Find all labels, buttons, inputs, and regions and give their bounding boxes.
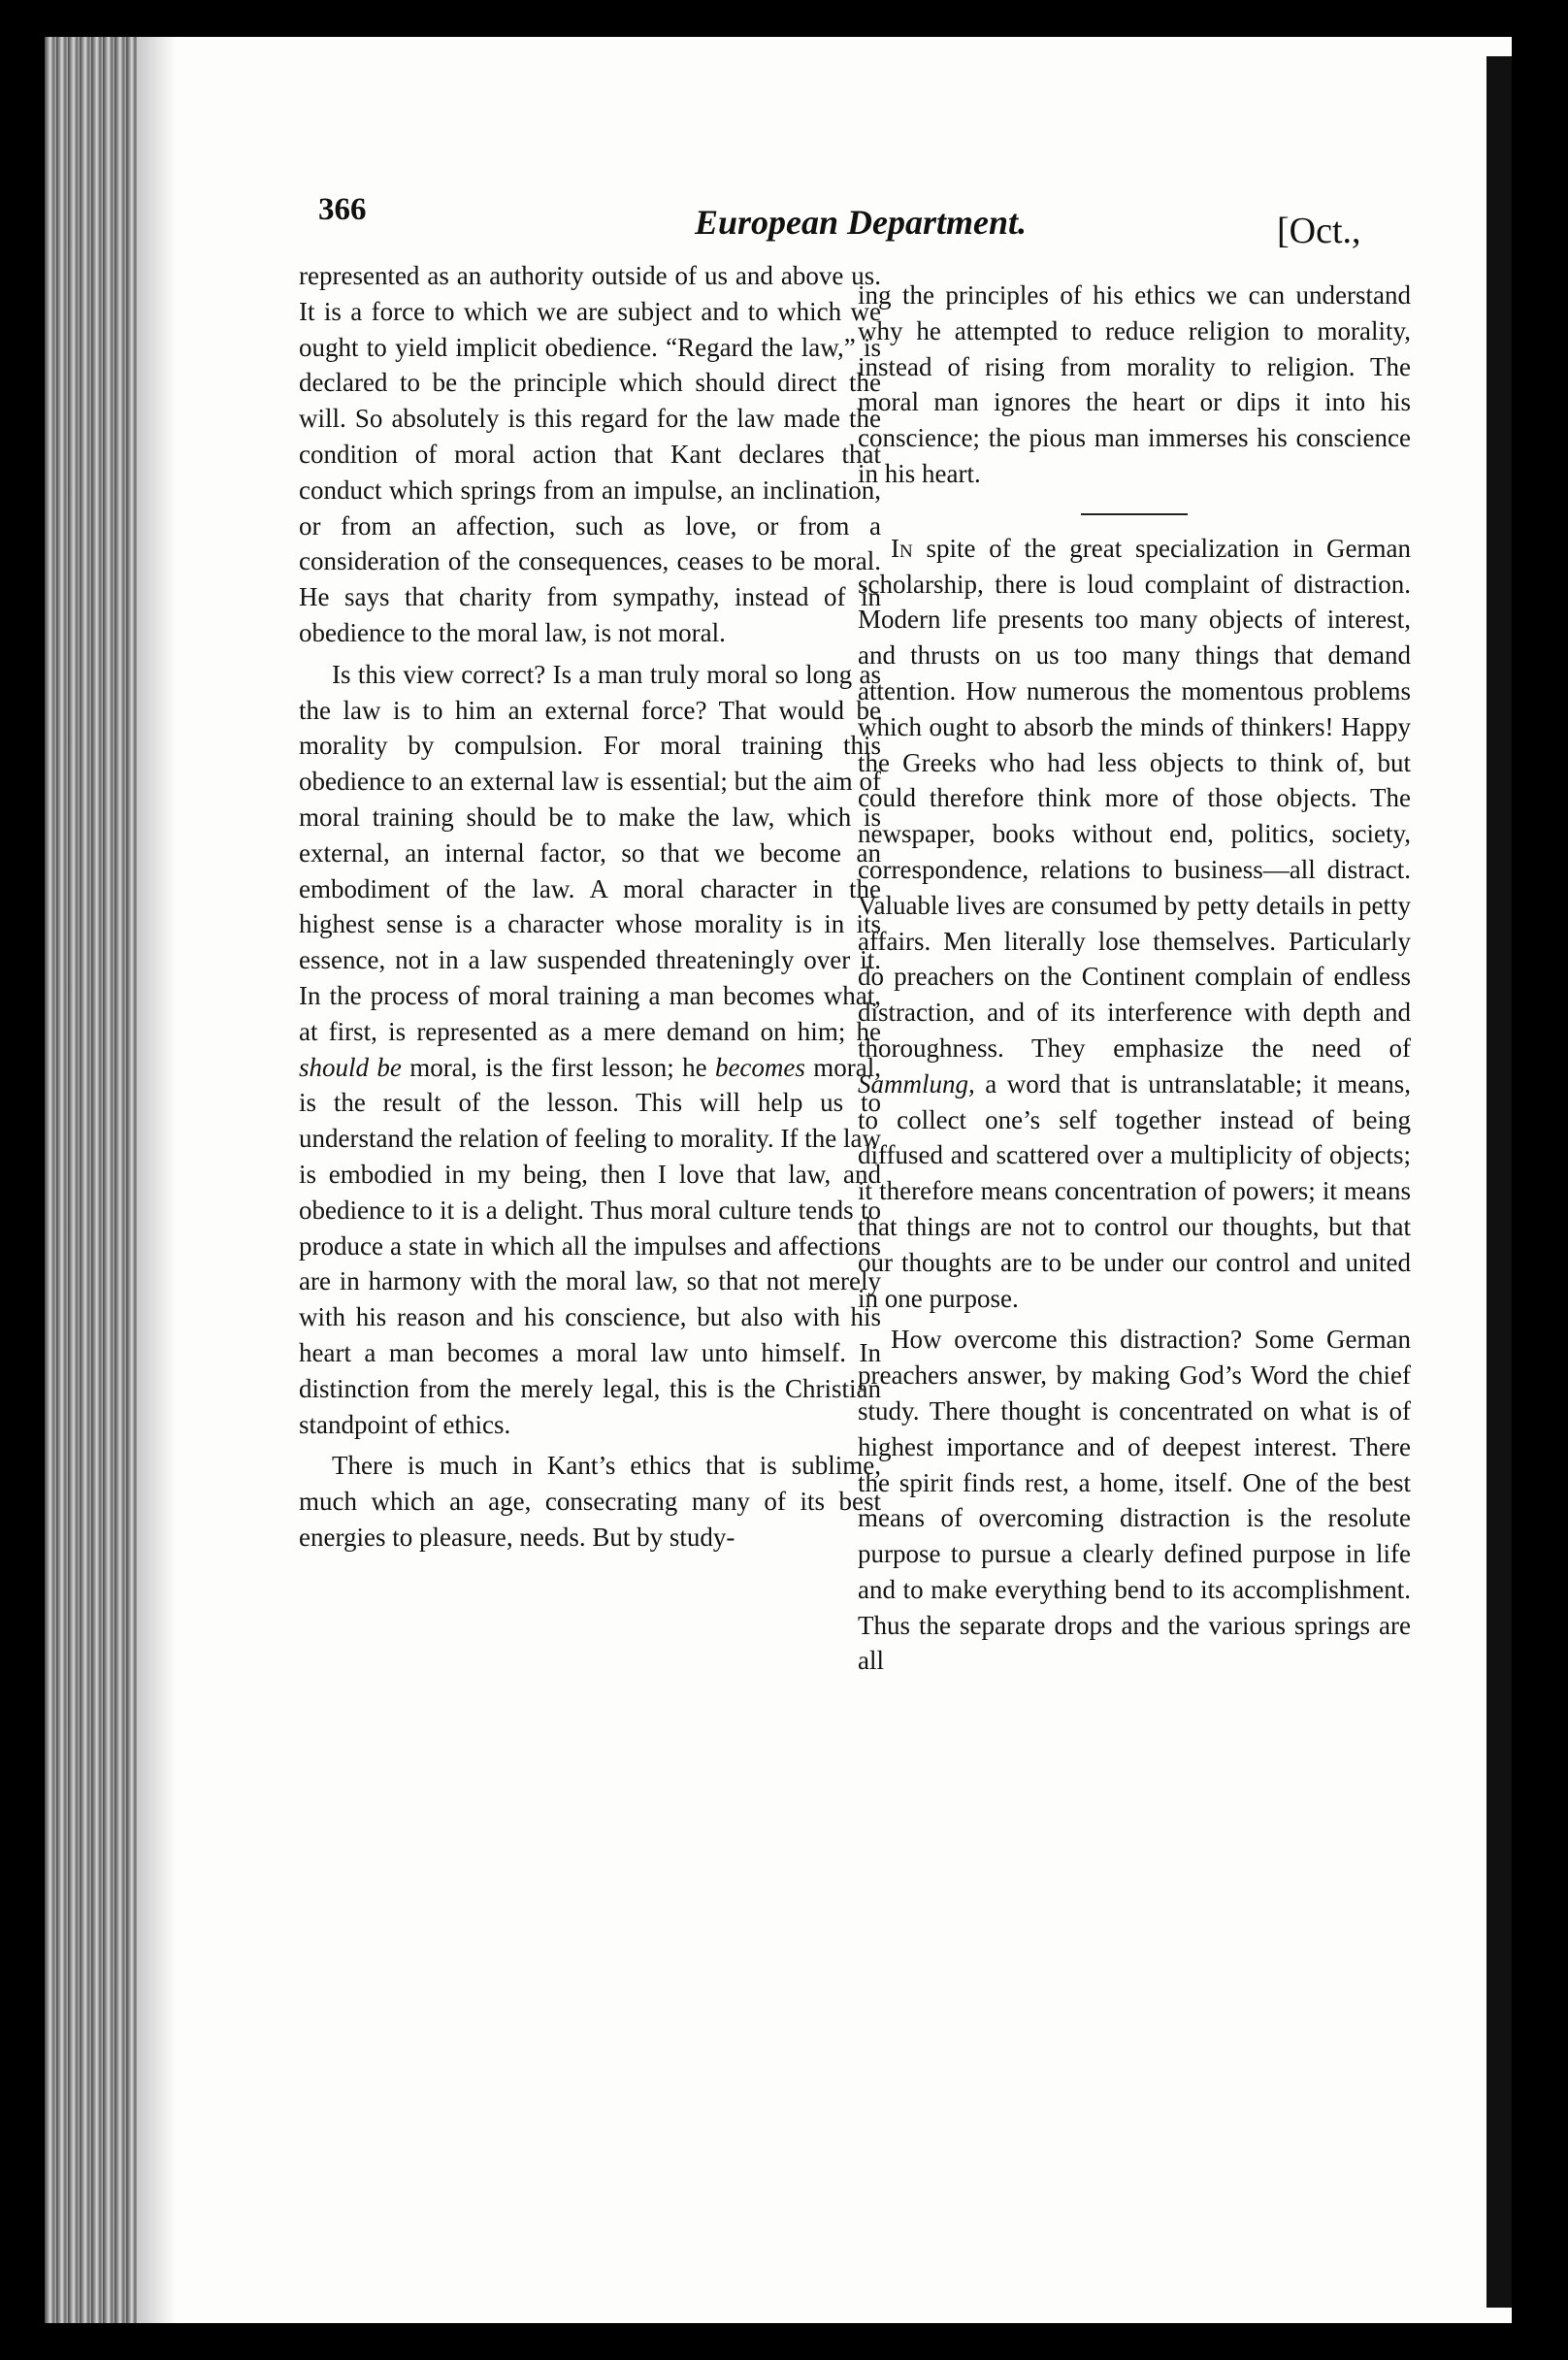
right-paragraph-2 <box>858 531 1411 1317</box>
page-number: 366 <box>318 192 367 227</box>
section-divider <box>1081 513 1188 515</box>
emphasis-text: Sammlung, <box>858 1068 975 1098</box>
paragraph-text: Is this view correct? Is a man truly moral so long as the law is to him an external force? That would be morality by compulsion. For moral training this obedience to an external law is essential; but the aim of moral training should be to make the law, which is external, an internal factor, so that we become an embodiment of the law. A moral character in the highest sense is a character whose morality is in its essence, not in a law suspended threateningly over it. In the process of moral training a man becomes what, at first, is represented as a mere demand on him; he <box>299 659 881 1046</box>
emphasis-text: should be <box>299 1052 402 1082</box>
paragraph-text: moral, is the result of the lesson. This will help us to understand the relation of feeling to morality. If the law is embodied in my being, then I love that law, and obedience to it is a delight. Thus moral culture tends to produce a state in which all the impulses and affections are in harmony with the moral law, so that not merely with his reason and his conscience, but also with his heart a man becomes a moral law unto himself. In distinction from the merely legal, this is the Christian standpoint of ethics. <box>299 1052 881 1439</box>
left-column <box>299 258 881 1556</box>
paragraph-text: spite of the great specialization in German scholarship, there is loud complaint of distraction. Modern life presents too many objects of interest, and thrusts on us too many things that demand attention. How numerous the momentous problems which ought to absorb the minds of thinkers! Happy the Greeks who had less objects to think of, but could therefore think more of those objects. The newspaper, books without end, politics, society, correspondence, relations to business—all distract. Valuable lives are consumed by petty details in petty affairs. Men literally lose themselves. Particularly do preachers on the Continent complain of endless distraction, and of its interference with depth and thoroughness. They emphasize the need of <box>858 533 1411 1063</box>
book-gutter <box>45 37 137 2323</box>
book-page <box>45 37 1512 2323</box>
right-column <box>858 278 1411 1679</box>
right-paragraph-3: How overcome this distraction? Some German preachers answer, by making God’s Word the chief study. There thought is concentrated on what is of highest importance and of deepest interest. There the spirit finds rest, a home, itself. One of the best means of overcoming distraction is the resolute purpose to pursue a clearly defined purpose in life and to make everything bend to its accomplishment. Thus the separate drops and the various springs are all <box>858 1325 1411 1676</box>
right-paragraph-1: ing the principles of his ethics we can understand why he attempted to reduce religion to morality, instead of rising from morality to religion. The moral man ignores the heart or dips it into his conscience; the pious man immerses his conscience in his heart. <box>858 280 1411 488</box>
paragraph-text: a word that is untranslatable; it means, to collect one’s self together instead of being diffused and scattered over a multiplicity of objects; it therefore means concentration of powers; it means that things are not to control our thoughts, but that our thoughts are to be under our control and united in one purpose. <box>858 1068 1411 1313</box>
section-lead: In <box>891 533 913 563</box>
running-date: [Oct., <box>1277 211 1361 251</box>
gutter-shadow <box>137 37 176 2323</box>
running-header <box>45 144 1512 251</box>
emphasis-text: becomes <box>714 1052 805 1082</box>
paragraph-text: moral, is the first lesson; he <box>401 1052 715 1082</box>
running-title: European Department. <box>695 203 1028 242</box>
facing-page-edge <box>1486 56 1512 2308</box>
left-paragraph-2 <box>299 657 881 1443</box>
left-paragraph-3: There is much in Kant’s ethics that is sublime, much which an age, consecrating many of its best energies to pleasure, needs. But by study- <box>299 1451 881 1552</box>
left-paragraph-1: represented as an authority outside of us and above us. It is a force to which we are subject and to which we ought to yield implicit obedience. “Regard the law,” is declared to be the principle which should direct the will. So absolutely is this regard for the law made the condition of moral action that Kant declares that conduct which springs from an impulse, an inclination, or from an affection, such as love, or from a consideration of the consequences, ceases to be moral. He says that charity from sympathy, instead of in obedience to the moral law, is not moral. <box>299 261 881 647</box>
